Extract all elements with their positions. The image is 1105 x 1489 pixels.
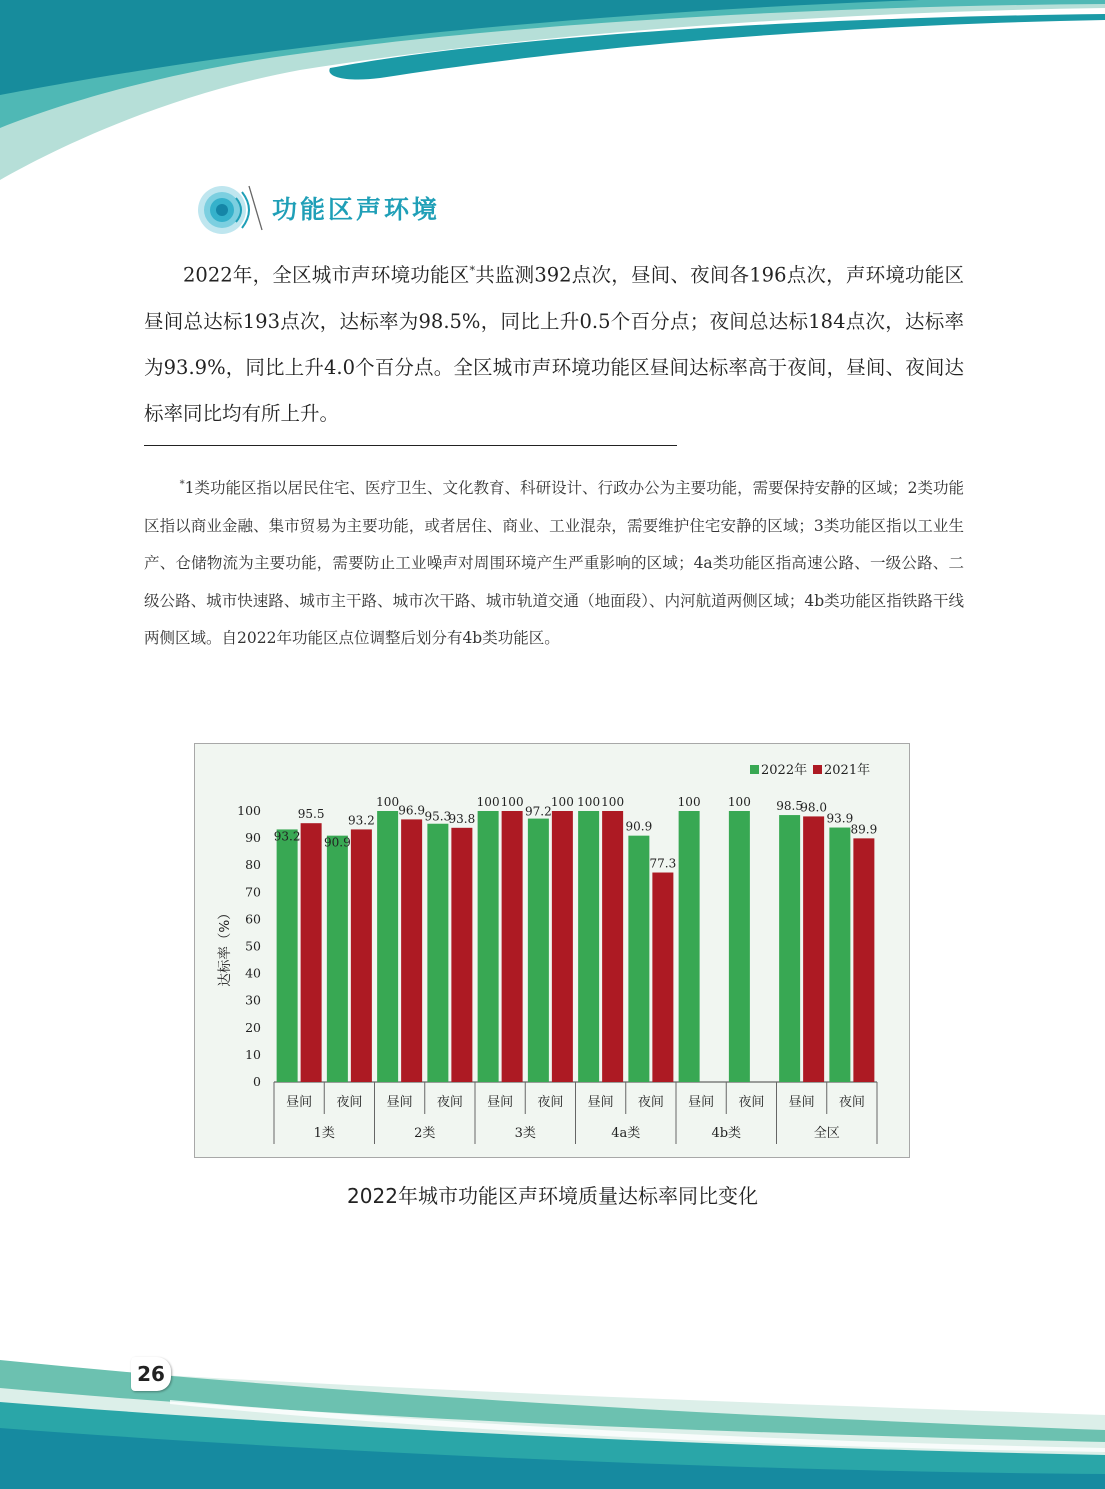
bar-chart: [194, 743, 910, 1158]
bar-2022年: [829, 828, 850, 1082]
x-tick-label: 夜间: [537, 1095, 564, 1110]
bar-2022年: [377, 811, 398, 1082]
data-label: 100: [601, 795, 625, 809]
x-tick-label: 昼间: [788, 1095, 815, 1110]
data-label: 100: [476, 795, 500, 809]
bar-2022年: [679, 811, 700, 1082]
group-label: 4b类: [711, 1126, 742, 1141]
legend-label: 2021年: [824, 763, 871, 778]
data-label: 93.2: [273, 829, 301, 844]
bar-2022年: [628, 836, 649, 1082]
bar-2021年: [652, 873, 673, 1082]
legend-swatch: [750, 765, 759, 774]
legend-swatch: [813, 765, 822, 774]
chart-canvas: [195, 744, 911, 1159]
y-tick-label: 80: [245, 857, 261, 873]
group-label: 1类: [313, 1126, 335, 1141]
bar-2021年: [803, 816, 824, 1082]
x-tick-label: 昼间: [487, 1095, 514, 1110]
footer-wave-decoration: [0, 1330, 1105, 1489]
y-axis-title: 达标率（%）: [217, 906, 233, 987]
group-label: 3类: [514, 1126, 536, 1141]
group-label: 2类: [414, 1126, 436, 1141]
sound-wave-icon: [196, 180, 266, 240]
data-label: 98.5: [776, 799, 803, 814]
y-tick-label: 30: [245, 992, 261, 1008]
y-tick-label: 70: [245, 884, 261, 900]
data-label: 100: [577, 795, 601, 809]
legend-label: 2022年: [761, 763, 808, 778]
group-label: 4a类: [611, 1126, 641, 1141]
x-tick-label: 夜间: [637, 1095, 664, 1110]
data-label: 100: [677, 795, 701, 809]
y-tick-label: 40: [245, 965, 261, 981]
bar-2021年: [351, 829, 372, 1082]
section-title: 功能区声环境: [272, 195, 441, 224]
bar-2022年: [578, 811, 599, 1082]
bar-2022年: [779, 815, 800, 1082]
bar-2022年: [729, 811, 750, 1082]
x-tick-label: 昼间: [286, 1095, 313, 1110]
y-tick-label: 60: [245, 911, 261, 927]
bar-2021年: [853, 838, 874, 1082]
bar-2021年: [502, 811, 523, 1082]
bar-2021年: [602, 811, 623, 1082]
data-label: 98.0: [800, 800, 827, 815]
bar-2022年: [327, 836, 348, 1082]
y-tick-label: 90: [245, 830, 261, 846]
x-tick-label: 昼间: [386, 1095, 413, 1110]
data-label: 100: [500, 795, 524, 809]
data-label: 90.9: [625, 819, 653, 834]
footnote: *1类功能区指以居民住宅、医疗卫生、文化教育、科研设计、行政办公为主要功能，需要保持安静的区域；2类功能区指以商业金融、集市贸易为主要功能，或者居住、商业、工业混杂，需要维护住宅安静的区域；3类功能区指以工业生产、仓储物流为主要功能，需要防止工业噪声对周围环境产生严重影响的区域；4a类功能区指高速公路、一级公路、二级公路、城市快速路、城市主干路、城市次干路、城市轨道交通（地面段）、内河航道两侧区域；4b类功能区指铁路干线两侧区域。自2022年功能区点位调整后划分有4b类功能区。: [144, 479, 964, 648]
x-tick-label: 昼间: [587, 1095, 614, 1110]
bar-2022年: [277, 829, 298, 1082]
data-label: 93.2: [348, 813, 375, 828]
data-label: 89.9: [850, 822, 878, 837]
group-label: 全区: [813, 1126, 840, 1141]
data-label: 90.9: [324, 835, 351, 850]
body-paragraph: 2022年，全区城市声环境功能区*共监测392点次，昼间、夜间各196点次，声环境功能区昼间总达标193点次，达标率为98.5%，同比上升0.5个百分点；夜间总达标184点次，达标率为93.9%，同比上升4.0个百分点。全区城市声环境功能区昼间达标率高于夜间，昼间、夜间达标率同比均有所上升。: [144, 263, 964, 425]
y-tick-label: 0: [253, 1074, 261, 1089]
bar-2022年: [478, 811, 499, 1082]
y-tick-label: 20: [245, 1019, 261, 1035]
y-tick-label: 10: [245, 1046, 261, 1062]
bar-2021年: [552, 811, 573, 1082]
page-number: 26: [131, 1357, 171, 1391]
data-label: 97.2: [525, 804, 552, 819]
data-label: 77.3: [649, 856, 677, 871]
data-label: 93.8: [448, 811, 476, 826]
x-tick-label: 夜间: [336, 1095, 363, 1110]
bar-2021年: [451, 828, 472, 1082]
data-label: 100: [727, 795, 751, 809]
footnote-divider: [144, 445, 677, 446]
bar-2022年: [427, 824, 448, 1082]
bar-2021年: [301, 823, 322, 1082]
data-label: 95.3: [424, 809, 452, 824]
x-tick-label: 夜间: [436, 1095, 463, 1110]
bar-2021年: [401, 819, 422, 1082]
x-tick-label: 夜间: [738, 1095, 765, 1110]
y-tick-label: 100: [237, 803, 261, 818]
data-label: 100: [550, 795, 574, 809]
data-label: 96.9: [398, 803, 425, 818]
header-wave-decoration: [0, 0, 1105, 200]
x-tick-label: 夜间: [838, 1095, 865, 1110]
data-label: 93.9: [826, 811, 854, 826]
chart-caption: 2022年城市功能区声环境质量达标率同比变化: [347, 1184, 758, 1208]
data-label: 100: [376, 795, 400, 809]
y-tick-label: 50: [245, 938, 261, 954]
x-tick-label: 昼间: [688, 1095, 715, 1110]
bar-2022年: [528, 819, 549, 1082]
data-label: 95.5: [297, 807, 325, 822]
